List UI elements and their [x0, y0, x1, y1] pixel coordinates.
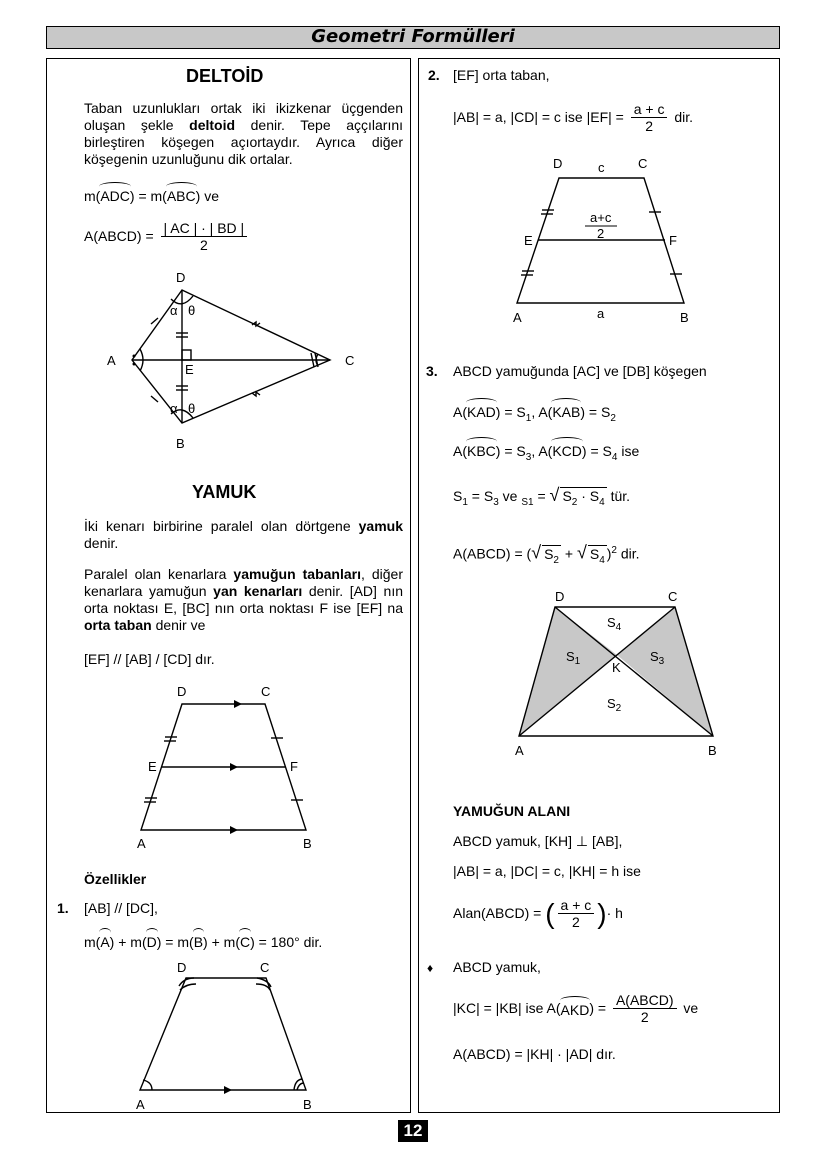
svg-text:c: c — [598, 160, 605, 175]
svg-text:B: B — [303, 836, 312, 851]
svg-text:A: A — [515, 743, 524, 758]
deltoid-theta-top: θ — [188, 303, 196, 318]
svg-text:S4: $S_4$ — [607, 615, 622, 633]
svg-text:D: D — [177, 684, 187, 699]
svg-text:B: B — [303, 1097, 312, 1112]
svg-text:D: D — [553, 156, 563, 171]
page-number: 12 — [398, 1120, 428, 1142]
svg-text:C: C — [638, 156, 648, 171]
header-title: Geometri Formülleri — [311, 26, 515, 47]
svg-text:D: D — [555, 589, 565, 604]
bullet-area-formula: |KC| = |KB| ise A(AKD) = $\frac{\text{A(ABCD)}}{2}$ ve — [453, 992, 699, 1025]
deltoid-area-formula: A(ABCD) = $\frac{| AC | \cdot | BD |}{2}$ — [84, 220, 250, 253]
bullet-line1: ABCD yamuk, — [453, 959, 541, 975]
svg-text:D: D — [177, 960, 187, 975]
svg-text:A: A — [136, 1097, 145, 1112]
yamuk-description: Paralel olan kenarlara yamuğun tabanları, diğer kenarlara yamuğun yan kenarları denir. [AD] nın orta noktası E, [BC] nın orta noktası F ise [EF] na orta taban denir ve — [84, 566, 403, 633]
svg-text:S1: $S_1$ — [566, 649, 581, 667]
deltoid-alpha-bottom: α — [170, 401, 178, 416]
svg-text:a+c: a+c — [590, 210, 612, 225]
ozellikler-title: Özellikler — [84, 871, 147, 887]
item3-number: 3. — [426, 363, 438, 379]
deltoid-label-b: B — [176, 436, 185, 451]
svg-text:B: B — [680, 310, 689, 325]
svg-text:2: 2 — [597, 226, 605, 241]
deltoid-label-a: A — [107, 353, 116, 368]
item3-s1-equals-s3: $S_1 = S_3$ ve $_{S1}$ = √ $S_2 \cdot S_4$ tür. — [453, 487, 630, 511]
item2-formula: |AB| = a, |CD| = c ise |EF| = $\frac{a + c}{2}$ dir. — [453, 101, 694, 134]
alan-line1: ABCD yamuk, [KH] ⊥ [AB], — [453, 833, 623, 849]
yamugun-alani-title: YAMUĞUN ALANI — [453, 803, 571, 819]
svg-text:S2: $S_2$ — [607, 696, 622, 714]
svg-text:A: A — [513, 310, 522, 325]
deltoid-theta-bottom: θ — [188, 401, 196, 416]
item1-line1: [AB] // [DC], — [84, 900, 158, 916]
item3-line1: ABCD yamuğunda [AC] ve [DB] köşegen — [453, 363, 707, 379]
svg-text:K: K — [612, 660, 621, 675]
deltoid-intro: Taban uzunlukları ortak iki ikizkenar üçgenden oluşan şekle deltoid denir. Tepe aççılarını birleştiren köşegen açıortaydır. Ayrıca diğer köşegenin uzunluğunu dik ortalar. — [84, 100, 404, 167]
svg-text:A: A — [137, 836, 146, 851]
item2-line1: [EF] orta taban, — [453, 67, 550, 83]
svg-text:F: F — [669, 233, 677, 248]
svg-text:F: F — [290, 759, 298, 774]
alan-line2: |AB| = a, |DC| = c, |KH| = h ise — [453, 863, 641, 879]
item1-number: 1. — [57, 900, 69, 916]
item3-area-s3-s4: $A(KBC) = S_3$, $A(KCD) = S_4$ ise — [453, 440, 639, 466]
item3-total-area: A(ABCD) = (√ $S_2$ + √ $S_4$ )$^2$ dir. — [453, 542, 640, 568]
deltoid-label-d: D — [176, 270, 186, 285]
svg-text:C: C — [668, 589, 678, 604]
yamuk-definition: İki kenarı birbirine paralel olan dörtgene yamuk denir. — [84, 518, 403, 551]
svg-text:E: E — [148, 759, 157, 774]
deltoid-label-c: C — [345, 353, 355, 368]
svg-text:B: B — [708, 743, 717, 758]
deltoid-alpha-top: α — [170, 303, 178, 318]
svg-text:S3: $S_3$ — [650, 649, 665, 667]
deltoid-angle-equality: m(ADC) = m(ABC) ve — [84, 185, 219, 205]
alan-formula: Alan(ABCD) = ( $\frac{a + c}{2}$ )· h — [453, 897, 623, 930]
item3-area-s1-s2: $A(KAD) = S_1$, $A(KAB) = S_2$ — [453, 401, 616, 427]
svg-text:E: E — [524, 233, 533, 248]
bullet-icon: ♦ — [427, 961, 434, 975]
item1-angle-sum: m(A) + m(D) = m(B) + m(C) = 180° dir. — [84, 931, 322, 951]
deltoid-label-e: E — [185, 362, 194, 377]
svg-text:a: a — [597, 306, 605, 321]
svg-text:C: C — [260, 960, 270, 975]
bullet-line3: A(ABCD) = |KH| · |AD| dır. — [453, 1046, 616, 1062]
item2-number: 2. — [428, 67, 440, 83]
svg-text:C: C — [261, 684, 271, 699]
deltoid-title: DELTOİD — [186, 66, 264, 86]
yamuk-parallel-statement: [EF] // [AB] / [CD] dır. — [84, 651, 215, 667]
yamuk-title: YAMUK — [192, 482, 257, 502]
